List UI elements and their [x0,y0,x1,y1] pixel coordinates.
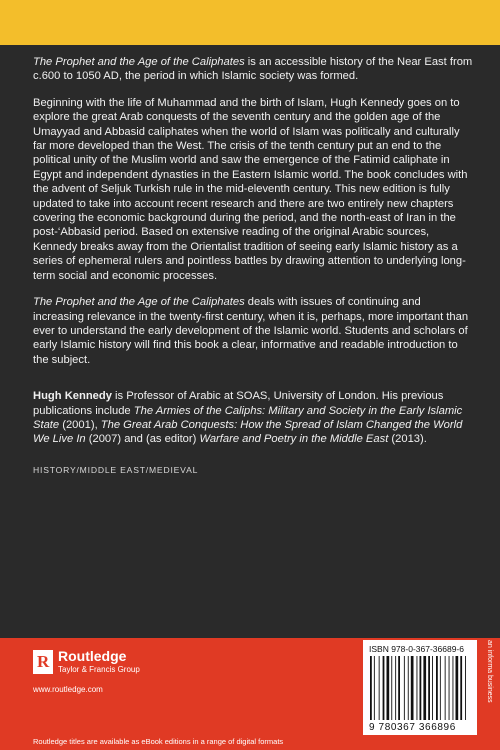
publisher-band [0,638,500,750]
bio-text: is Professor of Arabic at SOAS, University of London. His previous publications include [33,390,444,417]
ebook-note: Routledge titles are available as eBook editions in a range of digital formats [33,737,284,746]
barcode-box [363,640,477,735]
book-ref: The Great Arab Conquests: How the Spread of Islam Changed the World We Live In [33,418,463,446]
top-color-band [0,0,500,45]
author-bio [33,389,473,447]
author-name: Hugh Kennedy [33,390,112,403]
bio-text: (2013). [388,433,427,446]
bio-text: (2001), [59,418,101,431]
logo-letter: R [37,652,50,671]
publisher-url: www.routledge.com [33,685,103,694]
isbn-label: ISBN 978-0-367-36689-6 [369,644,464,654]
blurb-text: deals with issues of continuing and increasing relevance in the twenty-first century, when it is, perhaps, more important than ever to understand the early development of the Islamic world. Students and scholars of early Islamic history will find this book a clear, informative and readable introduction to the subject. [33,296,469,366]
informa-text: an informa business [486,640,493,703]
bio-text: (2007) and (as editor) [85,433,200,446]
book-ref: The Armies of the Caliphs: Military and Society in the Early Islamic State [33,404,463,431]
subject-category: HISTORY/MIDDLE EAST/MEDIEVAL [33,465,199,475]
routledge-logo-icon [33,650,53,674]
blurb-paragraph-1 [33,55,473,84]
blurb-text: is an accessible history of the Near East from c.600 to 1050 AD, the period in which Islamic society was formed. [33,56,473,83]
book-title-ref: The Prophet and the Age of the Caliphates [33,296,245,309]
blurb-paragraph-3 [33,295,473,367]
book-ref: Warfare and Poetry in the Middle East [199,433,389,446]
publisher-group: Taylor & Francis Group [58,665,140,674]
book-title-ref: The Prophet and the Age of the Caliphates [33,56,245,68]
barcode-icon [369,656,469,720]
barcode-number: 9 780367 366896 [369,722,456,733]
blurb-paragraph-2: Beginning with the life of Muhammad and the birth of Islam, Hugh Kennedy goes on to explore the great Arab conquests of the seventh century and the golden age of the Umayyad and Abbasid caliphates when the world of Islam was politically and culturally far more developed than the West. The crisis of the tenth century put an end to the political unity of the Muslim world and saw the emergence of the Fatimid caliphate in Egypt and independent dynasties in the Eastern Islamic world. The book concludes with the advent of Seljuk Turkish rule in the mid-eleventh century. This new edition is fully updated to take into account recent research and there are two entirely new chapters covering the economic background during the period, and the north-east of Iran in the post-‘Abbasid period. Based on extensive reading of the original Arabic sources, Kennedy breaks away from the Orientalist tradition of seeing early Islamic history as a series of ephemeral rulers and pointless battles by drawing attention to underlying long-term social and economic processes. [33,96,468,282]
back-cover-blurb [33,55,473,459]
publisher-name: Routledge [58,648,127,664]
